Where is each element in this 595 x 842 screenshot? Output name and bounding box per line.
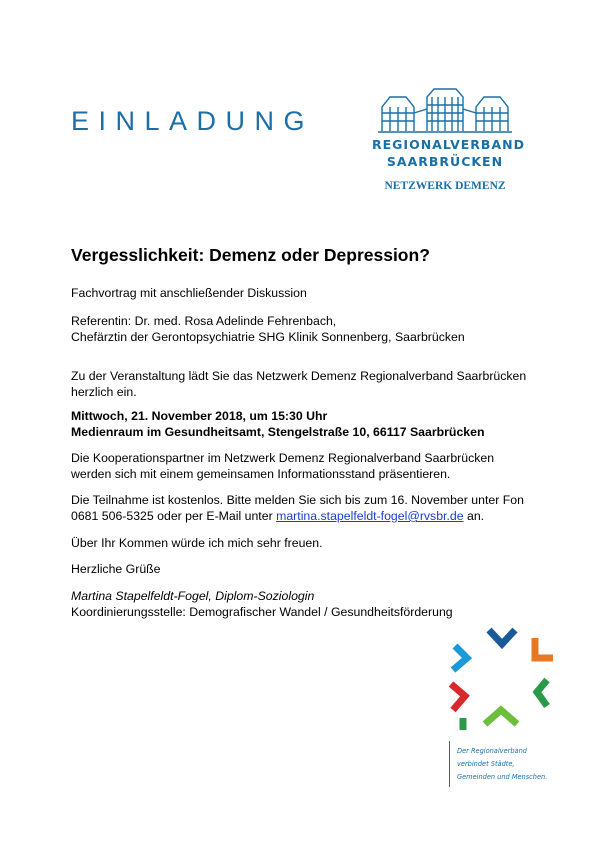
greeting: Herzliche Grüße (71, 562, 161, 576)
signature-role: Koordinierungsstelle: Demografischer Wandel / Gesundheitsförderung (71, 605, 453, 619)
email-link[interactable]: martina.stapelfeldt-fogel@rvsbr.de (276, 509, 464, 523)
logo-text-regionalverband: REGIONALVERBAND (372, 137, 525, 152)
event-headline: Vergesslichkeit: Demenz oder Depression? (71, 245, 430, 265)
event-subtitle: Fachvortrag mit anschließender Diskussion (71, 286, 307, 300)
signature-name: Martina Stapelfeldt-Fogel, Diplom-Soziologin (71, 589, 315, 603)
registration-prefix: 0681 506-5325 oder per E-Mail unter (71, 509, 277, 523)
partners-line-1: Die Kooperationspartner im Netzwerk Demenz Regionalverband Saarbrücken (71, 451, 495, 465)
tagline-line-3: Gemeinden und Menschen. (457, 773, 548, 781)
network-name: NETZWERK DEMENZ (384, 180, 506, 192)
invite-line-1: Zu der Veranstaltung lädt Sie das Netzwerk Demenz Regionalverband Saarbrücken (71, 369, 527, 383)
speaker-line-1: Referentin: Dr. med. Rosa Adelinde Fehrenbach, (71, 314, 337, 328)
registration-line-1: Die Teilnahme ist kostenlos. Bitte melden Sie sich bis zum 16. November unter Fon (71, 493, 524, 507)
logo-text-saarbruecken: SAARBRÜCKEN (386, 154, 504, 169)
event-date: Mittwoch, 21. November 2018, um 15:30 Uhr (71, 409, 328, 423)
tagline-divider (449, 741, 450, 787)
invite-line-2: herzlich ein. (71, 385, 137, 399)
invitation-title: EINLADUNG (71, 106, 315, 136)
event-place: Medienraum im Gesundheitsamt, Stengelstraße 10, 66117 Saarbrücken (71, 425, 485, 439)
tagline-line-2: verbindet Städte, (457, 760, 515, 768)
tagline-line-1: Der Regionalverband (457, 747, 527, 755)
closing-text: Über Ihr Kommen würde ich mich sehr freuen. (71, 536, 323, 550)
registration-suffix: an. (463, 509, 485, 523)
speaker-line-2: Chefärztin der Gerontopsychiatrie SHG Klinik Sonnenberg, Saarbrücken (71, 330, 465, 344)
regionalverband-star-logo (445, 622, 561, 734)
partners-line-2: werden sich mit einem gemeinsamen Informationsstand präsentieren. (71, 467, 451, 481)
registration-line-2 (71, 508, 484, 524)
